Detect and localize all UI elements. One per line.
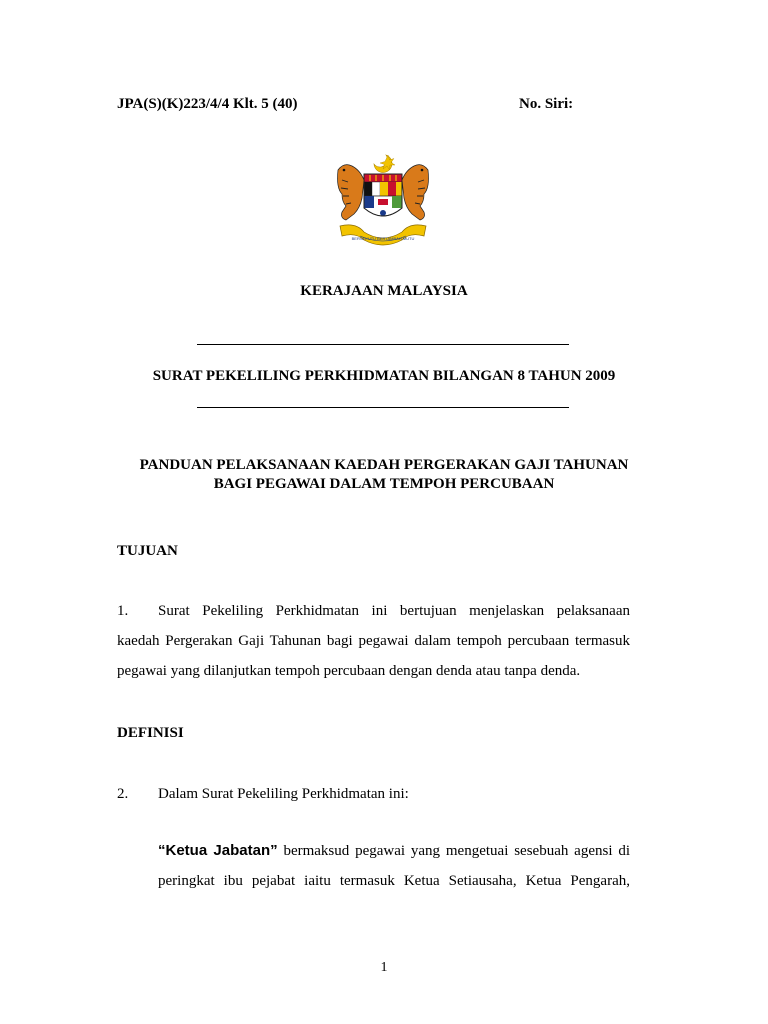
paragraph-2-number: 2. bbox=[117, 786, 129, 802]
definition-line-1: “Ketua Jabatan” bermaksud pegawai yang mengetuai sesebuah agensi di bbox=[158, 842, 630, 859]
serial-number-label: No. Siri: bbox=[519, 96, 574, 112]
paragraph-2-text: Dalam Surat Pekeliling Perkhidmatan ini: bbox=[158, 786, 409, 802]
section-heading-definition: DEFINISI bbox=[117, 725, 184, 741]
definition-term: “Ketua Jabatan” bbox=[158, 842, 278, 859]
definition-ketua-jabatan bbox=[158, 836, 630, 896]
svg-text:BERSEKUTU BERTAMBAH MUTU: BERSEKUTU BERTAMBAH MUTU bbox=[351, 236, 415, 241]
top-divider bbox=[197, 344, 569, 345]
paragraph-1-line-2: kaedah Pergerakan Gaji Tahunan bagi pegawai dalam tempoh percubaan termasuk bbox=[117, 633, 630, 649]
section-heading-purpose: TUJUAN bbox=[117, 543, 178, 559]
government-title: KERAJAAN MALAYSIA bbox=[300, 283, 468, 299]
paragraph-2 bbox=[117, 779, 630, 809]
coat-of-arms-icon bbox=[330, 152, 436, 248]
paragraph-1 bbox=[117, 596, 630, 686]
paragraph-1-line-3: pegawai yang dilanjutkan tempoh percubaan dengan denda atau tanpa denda. bbox=[117, 663, 581, 679]
circular-title: SURAT PEKELILING PERKHIDMATAN BILANGAN 8 TAHUN 2009 bbox=[152, 368, 616, 384]
page-number: 1 bbox=[380, 960, 388, 975]
paragraph-1-line-1: 1. Surat Pekeliling Perkhidmatan ini bertujuan menjelaskan pelaksanaan bbox=[117, 596, 630, 626]
bottom-divider bbox=[197, 407, 569, 408]
subject-line-1: PANDUAN PELAKSANAAN KAEDAH PERGERAKAN GAJI TAHUNAN bbox=[139, 457, 629, 473]
paragraph-1-number: 1. bbox=[117, 603, 129, 619]
reference-number: JPA(S)(K)223/4/4 Klt. 5 (40) bbox=[117, 96, 298, 112]
subject-line-2: BAGI PEGAWAI DALAM TEMPOH PERCUBAAN bbox=[213, 476, 555, 492]
definition-line-2: peringkat ibu pejabat iaitu termasuk Ketua Setiausaha, Ketua Pengarah, bbox=[158, 873, 630, 889]
